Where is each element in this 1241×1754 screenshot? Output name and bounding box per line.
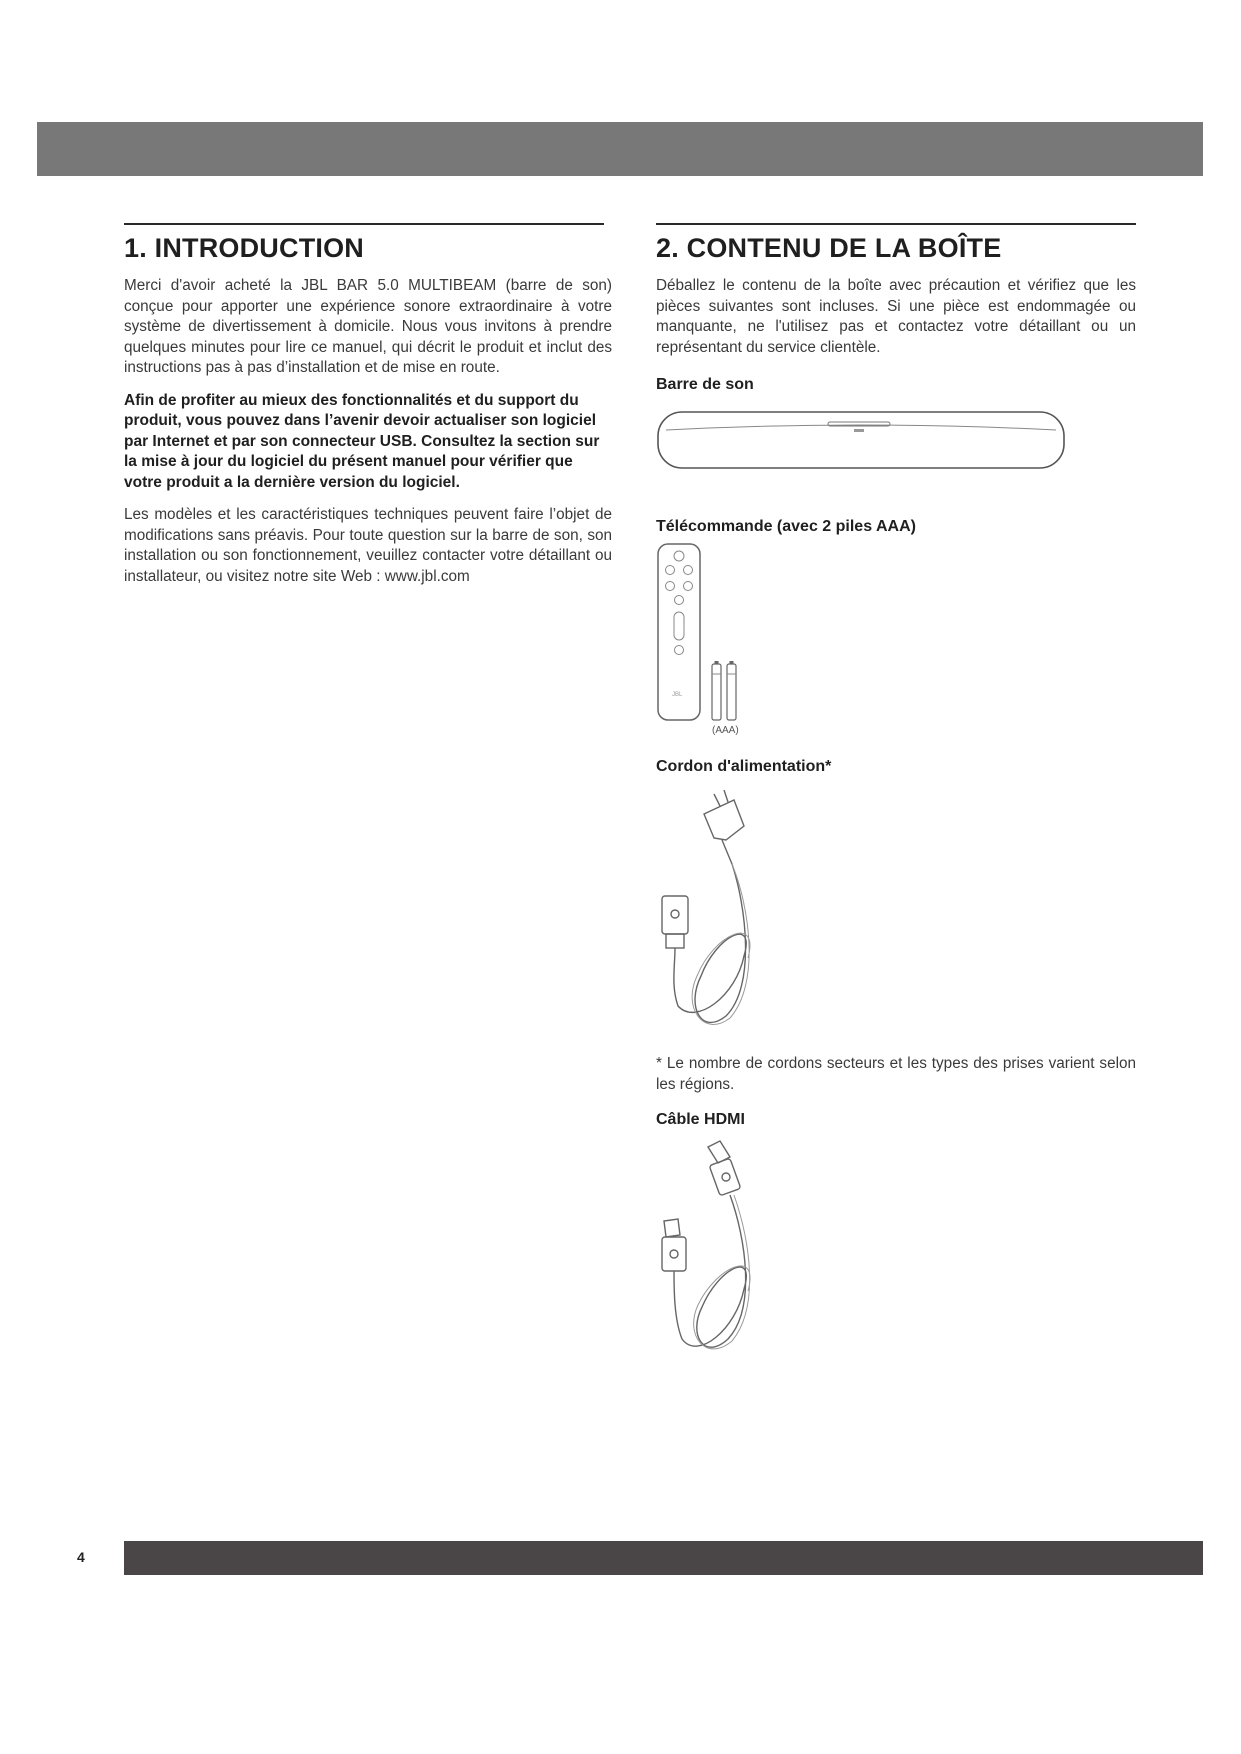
battery-label: (AAA) [712, 725, 739, 736]
introduction-paragraph-1: Merci d'avoir acheté la JBL BAR 5.0 MULTIBEAM (barre de son) conçue pour apporter une expérience sonore extraordinaire à votre système de divertissement à domicile. Nous vous invitons à prendre quelques minutes pour lire ce manuel, qui décrit le produit et inclut des instructions pas à pas d’installation et de mise en route. [124, 277, 612, 376]
footer-band [124, 1541, 1203, 1575]
battery-icon [712, 661, 721, 720]
remote-illustration [656, 542, 766, 742]
item-title-soundbar: Barre de son [656, 376, 754, 393]
plug-icon [704, 790, 744, 864]
item-title-hdmi-cable: Câble HDMI [656, 1111, 745, 1128]
svg-text:JBL: JBL [672, 692, 683, 698]
battery-icon [727, 661, 736, 720]
connector-icon [662, 896, 688, 948]
box-contents-heading: 2. CONTENU DE LA BOÎTE [656, 233, 1002, 263]
page-number: 4 [77, 1549, 85, 1565]
introduction-paragraph-2: Afin de profiter au mieux des fonctionnalités et du support du produit, vous pouvez dans l’avenir devoir actualiser son logiciel par Internet et par son connecteur USB. Consultez la section sur la mise à jour du logiciel du présent manuel pour vérifier que votre produit a la dernière version du logiciel. [124, 391, 600, 491]
header-band [37, 122, 1203, 176]
box-contents-section [656, 223, 1136, 1369]
box-contents-paragraph: Déballez le contenu de la boîte avec précaution et vérifiez que les pièces suivantes sont incluses. Si une pièce est endommagée ou manquante, ne l'utilisez pas et contactez votre détaillant ou un représentant du service clientèle. [656, 277, 1136, 356]
item-title-power-cord: Cordon d'alimentation* [656, 758, 832, 775]
power-cord-illustration [656, 786, 786, 1036]
section-rule [656, 223, 1136, 225]
power-cord-footnote: * Le nombre de cordons secteurs et les types des prises varient selon les régions. [656, 1055, 1136, 1093]
hdmi-cable-illustration [656, 1139, 786, 1369]
item-title-remote: Télécommande (avec 2 piles AAA) [656, 518, 916, 535]
hdmi-connector-icon [662, 1219, 686, 1271]
soundbar-illustration [656, 408, 1076, 478]
introduction-paragraph-3: Les modèles et les caractéristiques techniques peuvent faire l’objet de modifications sans préavis. Pour toute question sur la barre de son, son installation ou son fonctionnement, veuillez contacter votre détaillant ou installateur, ou visitez notre site Web : www.jbl.com [124, 506, 612, 585]
hdmi-connector-icon [708, 1141, 741, 1196]
remote-icon [658, 544, 700, 720]
section-rule [124, 223, 604, 225]
introduction-heading: 1. INTRODUCTION [124, 233, 365, 263]
introduction-section [124, 223, 612, 599]
